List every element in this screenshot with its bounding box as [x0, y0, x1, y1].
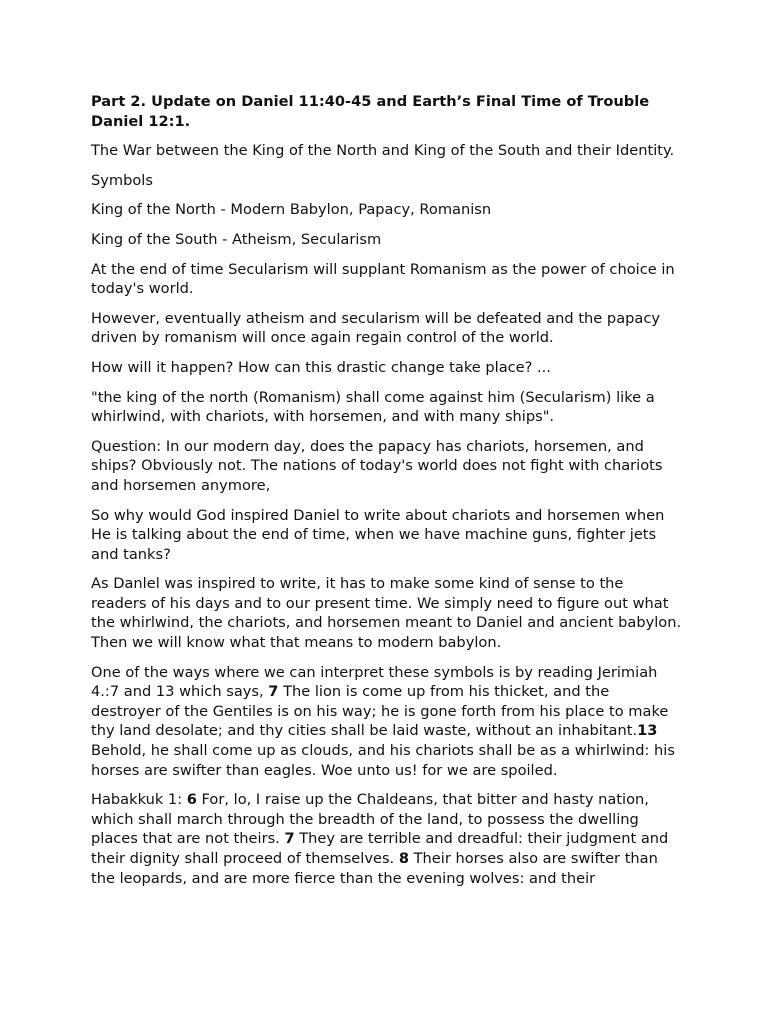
paragraph-why-god: So why would God inspired Daniel to write about chariots and horsemen when He is talking about the end of time, when we have machine guns, fighter jets and tanks?: [91, 506, 665, 563]
jeremiah-text-a: One of the ways where we can interpret these symbols is by reading Jerimiah 4.:7 and 13 which says,: [91, 663, 658, 701]
verse-number: 6: [186, 791, 197, 809]
paragraph-jeremiah: [91, 663, 683, 781]
habakkuk-text-d: Their horses also are swifter than the leopards, and are more fierce than the evening wolves: and their: [91, 850, 658, 887]
document-page: [91, 92, 683, 898]
paragraph-secularism: At the end of time Secularism will supplant Romanism as the power of choice in today's world.: [91, 260, 675, 298]
jeremiah-text-b: The lion is come up from his thicket, and the destroyer of the Gentiles is on his way; he is gone forth from his place to make thy land desolate; and thy cities shall be laid waste, without an inhabitant.: [91, 683, 669, 740]
verse-number: 7: [268, 683, 279, 701]
paragraph-king-north: King of the North - Modern Babylon, Papacy, Romanisn: [91, 201, 492, 219]
document-title: Part 2. Update on Daniel 11:40-45 and Earth’s Final Time of Trouble Daniel 12:1.: [91, 93, 650, 130]
habakkuk-text-b: For, lo, I raise up the Chaldeans, that bitter and hasty nation, which shall march through the breadth of the land, to possess the dwelling places that are not theirs.: [91, 791, 649, 848]
paragraph-habakkuk: [91, 790, 683, 888]
jeremiah-text-c: Behold, he shall come up as clouds, and his chariots shall be as a whirlwind: his horses are swifter than eagles. Woe unto us! for we are spoiled.: [91, 742, 675, 779]
paragraph-how-happen: How will it happen? How can this drastic change take place? ...: [91, 358, 551, 376]
habakkuk-text-c: They are terrible and dreadful: their judgment and their dignity shall proceed of themselves.: [91, 830, 669, 867]
verse-number: 13: [637, 722, 658, 740]
paragraph-war-identity: The War between the King of the North and King of the South and their Identity.: [91, 142, 675, 160]
paragraph-king-south: King of the South - Atheism, Secularism: [91, 230, 382, 248]
paragraph-papacy-regain: However, eventually atheism and secularism will be defeated and the papacy driven by romanism will once again regain control of the world.: [91, 309, 660, 347]
paragraph-quote: "the king of the north (Romanism) shall come against him (Secularism) like a whirlwind, with chariots, with horsemen, and with many ships".: [91, 388, 655, 426]
verse-number: 7: [284, 830, 295, 848]
verse-number: 8: [398, 850, 409, 867]
habakkuk-text-a: Habakkuk 1:: [91, 791, 187, 809]
paragraph-daniel-inspired: As Danlel was inspired to write, it has to make some kind of sense to the readers of his days and to our present time. We simply need to figure out what the whirlwind, the chariots, and horsemen meant to Daniel and ancient babylon. Then we will know what that means to modern babylon.: [91, 575, 682, 652]
paragraph-symbols: Symbols: [91, 171, 153, 189]
paragraph-question: Question: In our modern day, does the papacy has chariots, horsemen, and ships? Obviously not. The nations of today's world does not fight with chariots and horsemen anymore,: [91, 437, 663, 494]
